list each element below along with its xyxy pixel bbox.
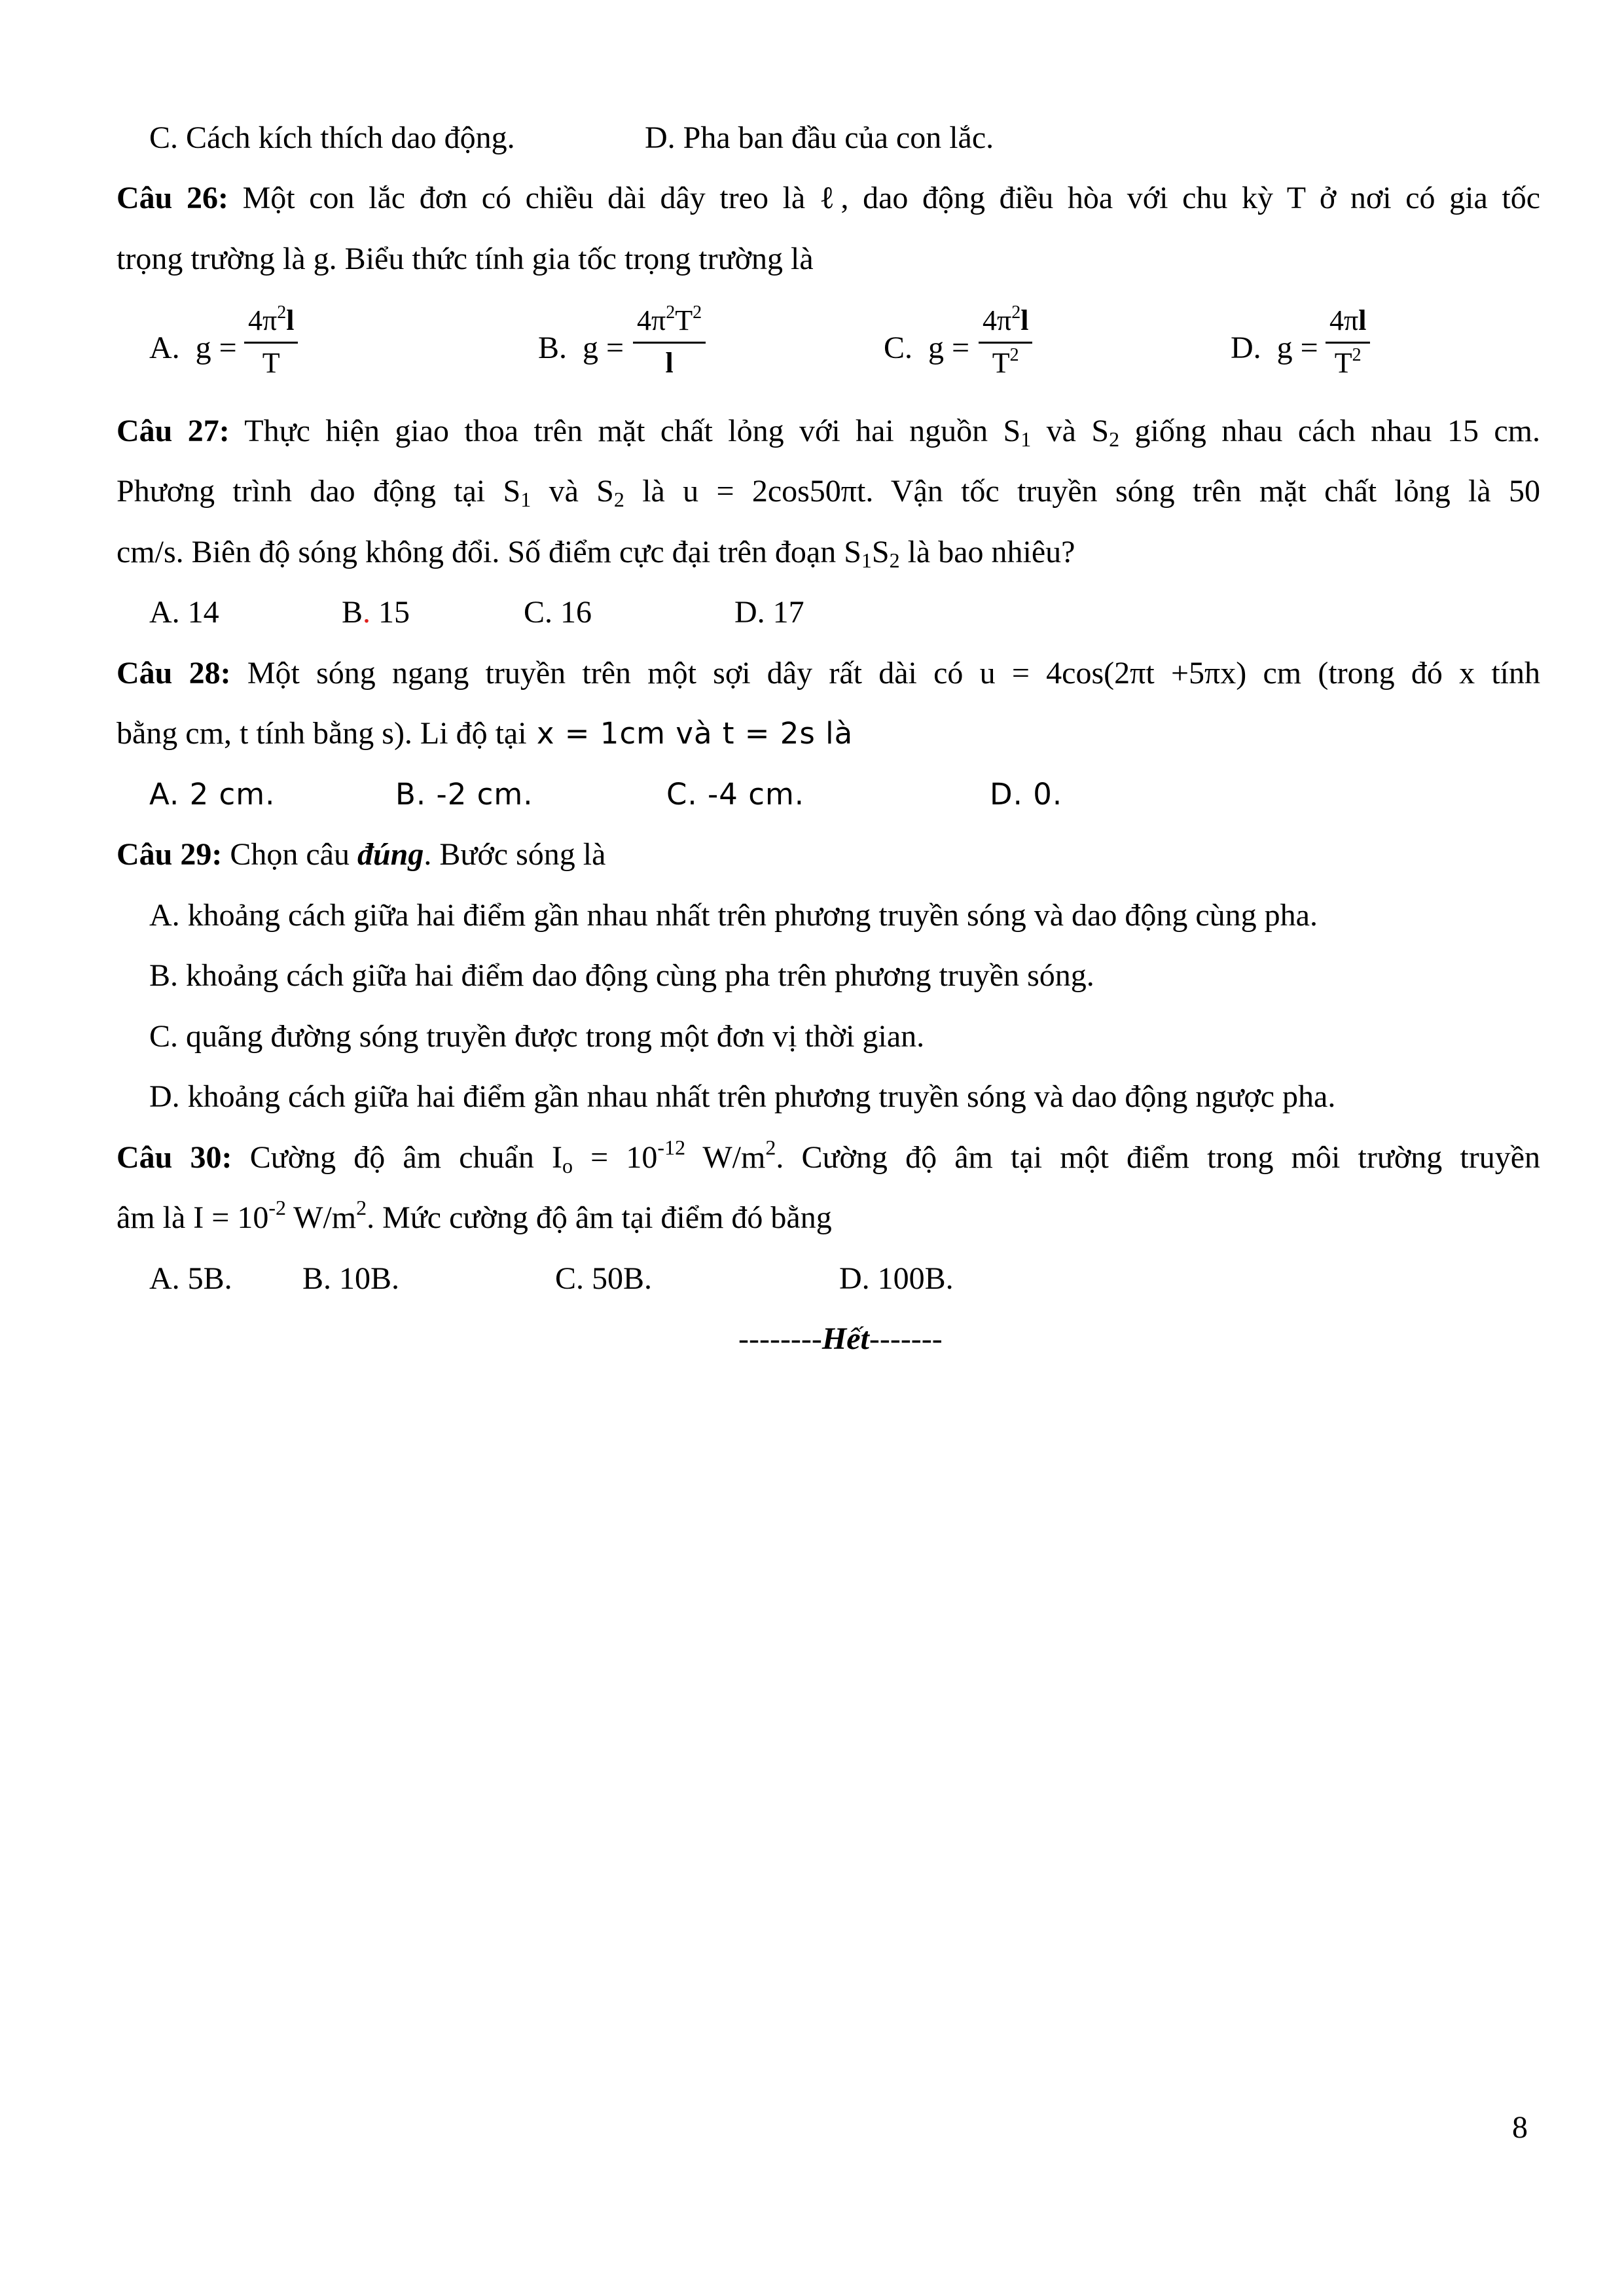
prev-option-d: D. Pha ban đầu của con lắc. bbox=[645, 120, 994, 155]
question-27-option-d: D. 17 bbox=[734, 595, 804, 630]
question-29-option-d: D. khoảng cách giữa hai điểm gần nhau nhất trên phương truyền sóng và dao động ngược pha. bbox=[149, 1079, 1336, 1114]
fraction-d: 4πl $T^2$ bbox=[1326, 301, 1370, 383]
fraction-a: $4\pi^2l$ T bbox=[244, 301, 298, 383]
question-26-label: Câu 26: bbox=[117, 181, 228, 215]
question-27-option-c: C. 16 bbox=[524, 595, 592, 630]
question-26-option-d: D. g = 4πl $T^2$ bbox=[1231, 301, 1440, 399]
question-30-line-1: Câu 30: Cường độ âm chuẩn $I_o = 10^{-12}$ $W/m^2$. Cường độ âm tại một điểm trong môi trường truyền bbox=[117, 1136, 1541, 1177]
prev-option-c: C. Cách kích thích dao động. bbox=[149, 120, 515, 155]
fraction-c: $4\pi^2l$ $T^2$ bbox=[979, 301, 1032, 383]
question-30-option-b: B. 10B. bbox=[302, 1261, 400, 1296]
question-29-option-a: A. khoảng cách giữa hai điểm gần nhau nhất trên phương truyền sóng và dao động cùng pha. bbox=[149, 898, 1318, 933]
question-28-line-2: bằng cm, t tính bằng s). Li độ tại x = 1cm và t = 2s là bbox=[117, 716, 854, 751]
fraction-b: $4\pi^2T^2$ l bbox=[633, 301, 706, 383]
question-27-line-1: Câu 27: Thực hiện giao thoa trên mặt chất lỏng với hai nguồn $S_1$ và $S_2$ giống nhau cách nhau 15 cm. bbox=[117, 414, 1541, 451]
question-29-stem: Câu 29: Chọn câu đúng. Bước sóng là bbox=[117, 837, 606, 872]
question-28-option-c: C. -4 cm. bbox=[666, 777, 805, 812]
question-30-line-2: âm là $I = 10^{-2}$ $W/m^2$. Mức cường độ âm tại điểm đó bằng bbox=[117, 1196, 832, 1235]
question-30-label: Câu 30: bbox=[117, 1140, 232, 1175]
question-28-option-b: B. -2 cm. bbox=[395, 777, 533, 812]
question-26-line-1: Câu 26: Một con lắc đơn có chiều dài dây treo là ℓ, dao động điều hòa với chu kỳ T ở nơi có gia tốc bbox=[117, 181, 1541, 215]
question-29-option-c: C. quãng đường sóng truyền được trong một đơn vị thời gian. bbox=[149, 1019, 925, 1054]
question-26-option-b: B. g = $4\pi^2T^2$ l bbox=[538, 301, 748, 399]
question-27-line-2: Phương trình dao động tại $S_1$ và $S_2$ là u = 2cos50πt. Vận tốc truyền sóng trên mặt chất lỏng là 50 bbox=[117, 474, 1541, 511]
question-28-option-d: D. 0. bbox=[990, 777, 1063, 812]
question-26-option-a: A. g = $4\pi^2l$ T bbox=[149, 301, 346, 399]
highlight-mark: . bbox=[363, 595, 371, 630]
question-27-option-a: A. 14 bbox=[149, 595, 219, 630]
question-27-label: Câu 27: bbox=[117, 414, 230, 448]
question-28-label: Câu 28: bbox=[117, 656, 231, 691]
question-28-option-a: A. 2 cm. bbox=[149, 777, 276, 812]
question-29-label: Câu 29: bbox=[117, 837, 223, 872]
page-number: 8 bbox=[1512, 2110, 1528, 2145]
question-26-line-2: trọng trường là g. Biểu thức tính gia tốc trọng trường là bbox=[117, 242, 814, 276]
question-27-line-3: cm/s. Biên độ sóng không đổi. Số điểm cực đại trên đoạn $S_1S_2$ là bao nhiêu? bbox=[117, 535, 1075, 572]
question-30-option-a: A. 5B. bbox=[149, 1261, 232, 1296]
question-26-option-c: C. g = $4\pi^2l$ $T^2$ bbox=[884, 301, 1093, 399]
end-marker: --------Hết------- bbox=[738, 1321, 943, 1356]
question-28-line-1: Câu 28: Một sóng ngang truyền trên một sợi dây rất dài có u = 4cos(2πt +5πx) cm (trong đó x tính bbox=[117, 656, 1541, 691]
question-30-option-c: C. 50B. bbox=[555, 1261, 653, 1296]
question-30-option-d: D. 100B. bbox=[839, 1261, 954, 1296]
question-27-option-b: B. 15 bbox=[342, 595, 410, 630]
question-29-option-b: B. khoảng cách giữa hai điểm dao động cùng pha trên phương truyền sóng. bbox=[149, 958, 1094, 993]
